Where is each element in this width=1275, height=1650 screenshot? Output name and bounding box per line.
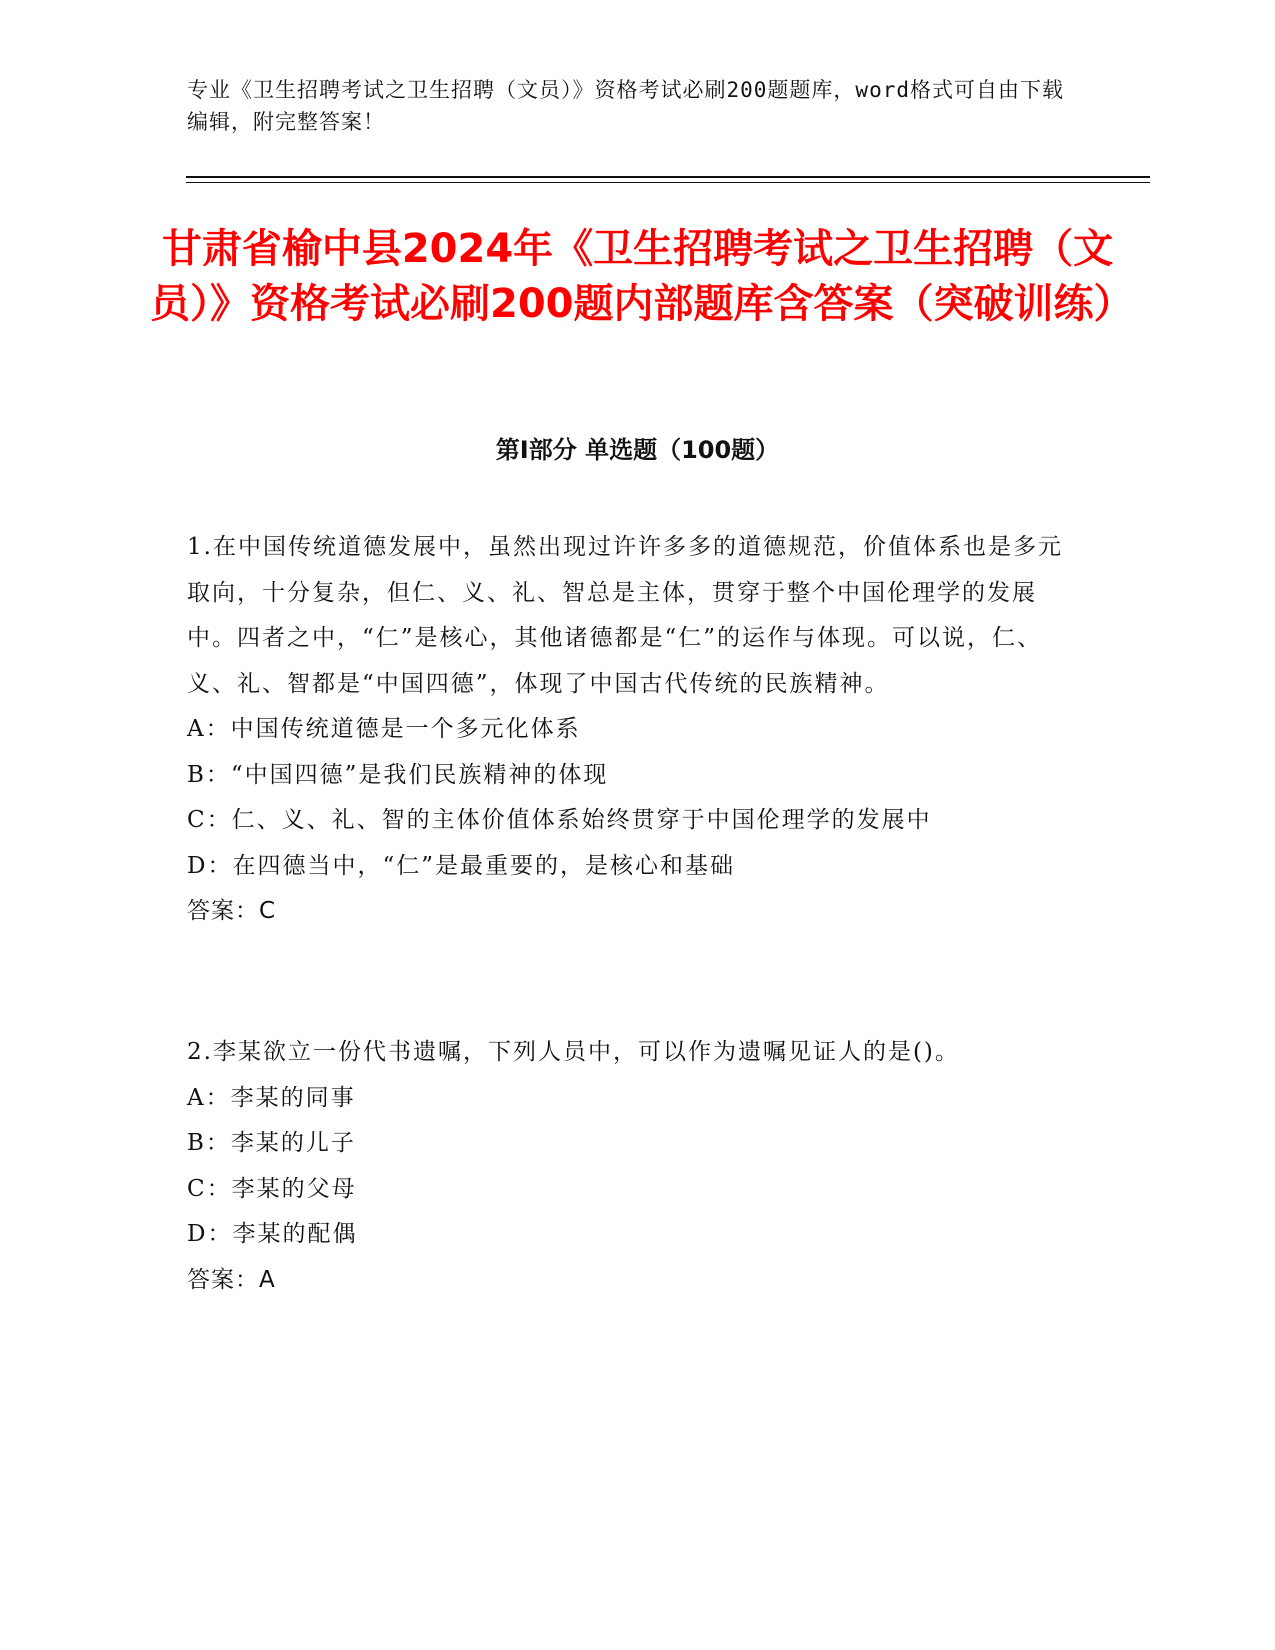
option-a: A：李某的同事 — [187, 1084, 356, 1111]
option-a: A：中国传统道德是一个多元化体系 — [187, 716, 581, 742]
answer: 答案：C — [187, 898, 277, 924]
header-divider-thick — [186, 176, 1150, 178]
option-d: D：在四德当中，“仁”是最重要的，是核心和基础 — [187, 852, 735, 879]
answer: 答案：A — [187, 1266, 276, 1293]
question-2 — [187, 1030, 1067, 1303]
section-title: 第Ⅰ部分 单选题（100题） — [495, 436, 780, 464]
option-b: B：“中国四德”是我们民族精神的体现 — [187, 761, 609, 788]
question-stem: 2.李某欲立一份代书遗嘱，下列人员中，可以作为遗嘱见证人的是()。 — [187, 1039, 960, 1065]
option-c: C：仁、义、礼、智的主体价值体系始终贯穿于中国伦理学的发展中 — [187, 807, 932, 833]
option-c: C：李某的父母 — [187, 1175, 357, 1202]
question-stem: 1.在中国传统道德发展中，虽然出现过许许多多的道德规范，价值体系也是多元取向，十分复杂，但仁、义、礼、智总是主体，贯穿于整个中国伦理学的发展中。四者之中，“仁”是核心，其他诸德都是“仁”的运作与体现。可以说，仁、义、礼、智都是“中国四德”，体现了中国古代传统的民族精神。 — [187, 534, 1063, 697]
option-d: D：李某的配偶 — [187, 1221, 358, 1247]
header-note: 专业《卫生招聘考试之卫生招聘（文员）》资格考试必刷200题题库，word格式可自由下载编辑，附完整答案！ — [187, 78, 1064, 134]
document-title: 甘肃省榆中县2024年《卫生招聘考试之卫生招聘（文员）》资格考试必刷200题内部题库含答案（突破训练） — [150, 226, 1134, 327]
question-1 — [187, 525, 1067, 935]
option-b: B：李某的儿子 — [187, 1130, 356, 1156]
header-divider-thin — [186, 182, 1150, 183]
